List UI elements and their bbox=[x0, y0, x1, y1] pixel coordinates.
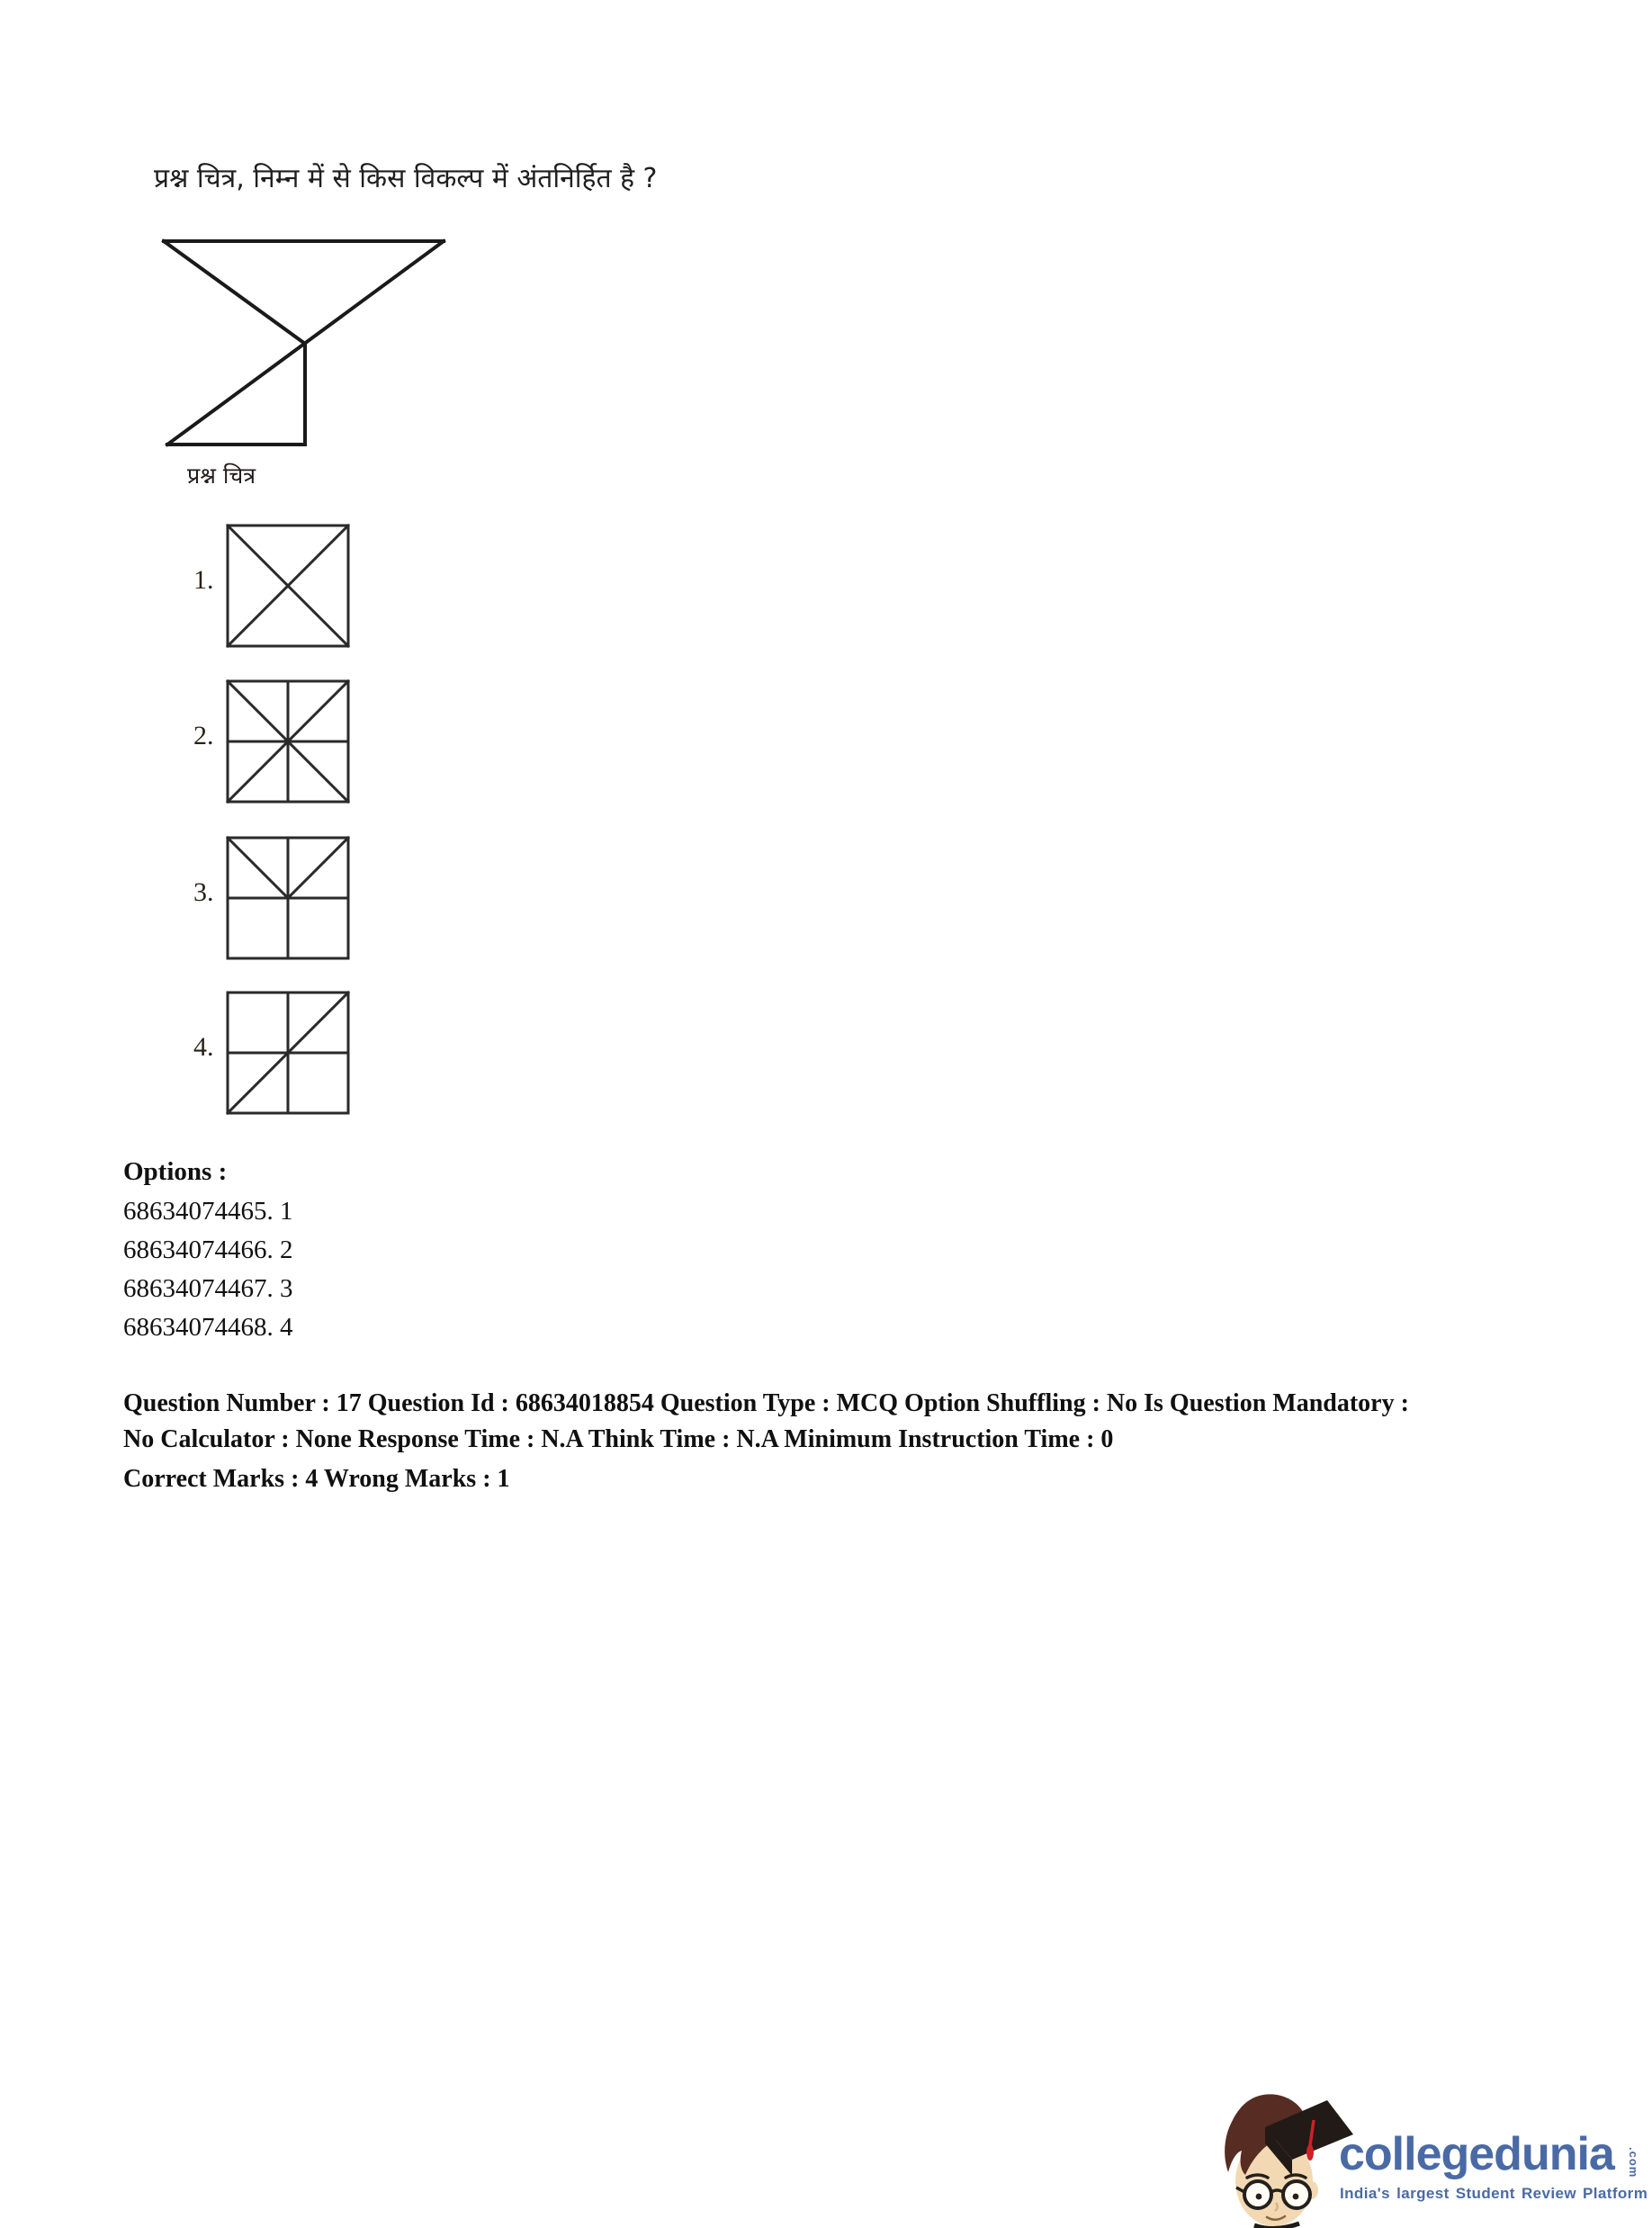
logo-brand-text: collegedunia bbox=[1339, 2128, 1614, 2180]
option-1-figure bbox=[226, 524, 350, 648]
question-metadata-line-3: Correct Marks : 4 Wrong Marks : 1 bbox=[123, 1465, 510, 1493]
option-2-number: 2. bbox=[193, 721, 214, 750]
question-figure bbox=[162, 238, 446, 448]
option-4-number: 4. bbox=[193, 1032, 214, 1062]
question-figure-label: प्रश्न चित्र bbox=[187, 463, 256, 489]
option-1-number: 1. bbox=[193, 565, 214, 595]
options-heading: Options : bbox=[123, 1157, 228, 1186]
option-3-number: 3. bbox=[193, 877, 214, 907]
option-2-figure bbox=[226, 679, 350, 804]
collegedunia-logo bbox=[1217, 2086, 1647, 2228]
question-text: प्रश्न चित्र, निम्न में से किस विकल्प में अंतनिर्हित है ? bbox=[154, 163, 658, 194]
option-id-2: 68634074466. 2 bbox=[123, 1235, 293, 1264]
logo-domain-suffix: .com bbox=[1627, 2147, 1640, 2179]
option-id-4: 68634074468. 4 bbox=[123, 1313, 293, 1342]
collegedunia-mascot-icon bbox=[1220, 2088, 1353, 2228]
question-metadata-line-2: No Calculator : None Response Time : N.A Think Time : N.A Minimum Instruction Time : 0 bbox=[123, 1425, 1114, 1453]
question-metadata-line-1: Question Number : 17 Question Id : 68634018854 Question Type : MCQ Option Shuffling : No Is Question Mandatory : bbox=[123, 1389, 1409, 1417]
option-4-figure bbox=[226, 991, 350, 1115]
option-3-figure bbox=[226, 836, 350, 960]
option-id-1: 68634074465. 1 bbox=[123, 1197, 293, 1226]
option-id-3: 68634074467. 3 bbox=[123, 1274, 293, 1303]
logo-tagline: India's largest Student Review Platform bbox=[1340, 2185, 1648, 2202]
